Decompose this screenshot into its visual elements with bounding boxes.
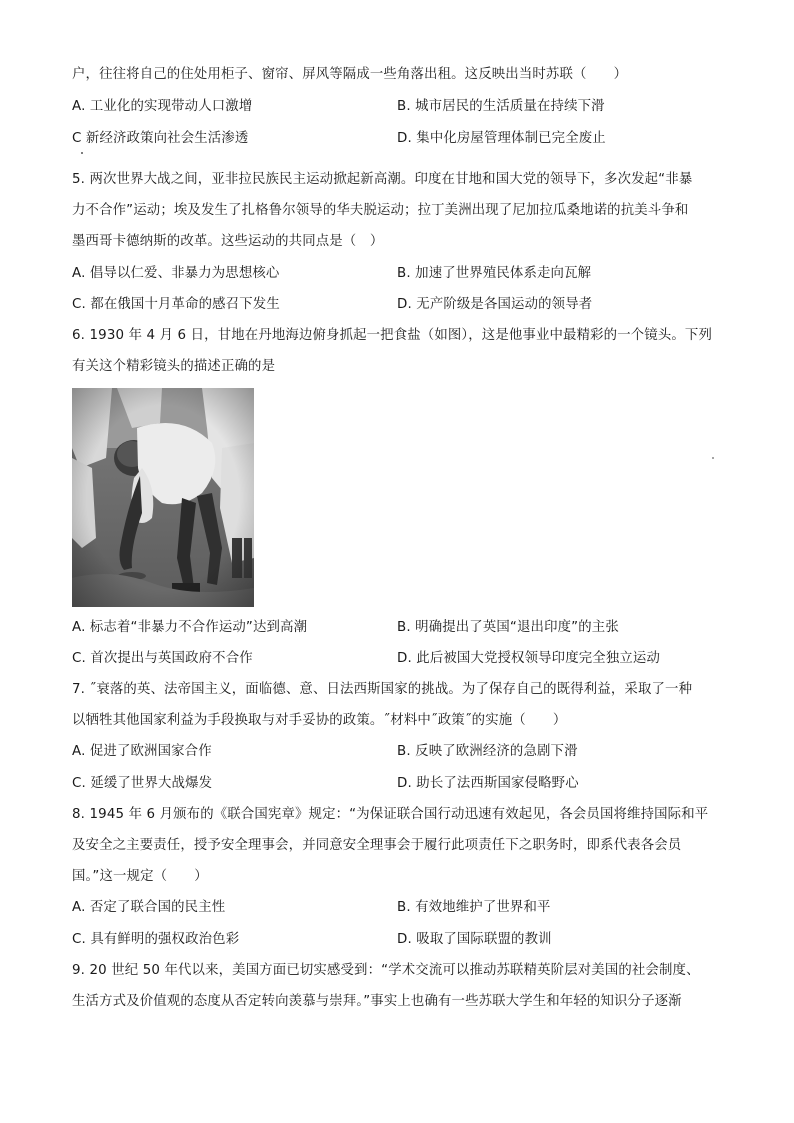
q4-option-a[interactable]: A. 工业化的实现带动人口激增 bbox=[72, 99, 253, 114]
q7-option-d[interactable]: D. 助长了法西斯国家侵略野心 bbox=[397, 776, 579, 791]
q7-stem-line-2: 以牺牲其他国家利益为手段换取与对手妥协的政策。˝材料中˝政策˝的实施（ ） bbox=[72, 713, 567, 728]
q5-option-b[interactable]: B. 加速了世界殖民体系走向瓦解 bbox=[397, 266, 592, 281]
q7-option-c[interactable]: C. 延缓了世界大战爆发 bbox=[72, 776, 213, 791]
photo-illustration bbox=[72, 388, 254, 607]
q6-option-b[interactable]: B. 明确提出了英国“退出印度”的主张 bbox=[397, 620, 619, 635]
q6-option-c[interactable]: C. 首次提出与英国政府不合作 bbox=[72, 651, 253, 666]
q4-option-d[interactable]: D. 集中化房屋管理体制已完全废止 bbox=[397, 131, 606, 146]
q8-stem-line-1: 8. 1945 年 6 月颁布的《联合国宪章》规定：“为保证联合国行动迅速有效起见，各会员国将维持国际和平 bbox=[72, 807, 709, 822]
q9-stem-line-1: 9. 20 世纪 50 年代以来，美国方面已切实感受到：“学术交流可以推动苏联精英阶层对美国的社会制度、 bbox=[72, 963, 700, 978]
q5-stem-line-3: 墨西哥卡德纳斯的改革。这些运动的共同点是（ ） bbox=[72, 234, 384, 249]
q6-option-a[interactable]: A. 标志着“非暴力不合作运动”达到高潮 bbox=[72, 620, 308, 635]
q7-stem-line-1: 7. ˝衰落的英、法帝国主义，面临德、意、日法西斯国家的挑战。为了保存自己的既得利益，采取了一种 bbox=[72, 682, 693, 697]
gandhi-salt-march-photo bbox=[72, 388, 254, 607]
q6-stem-line-1: 6. 1930 年 4 月 6 日，甘地在丹地海边俯身抓起一把食盐（如图），这是他事业中最精彩的一个镜头。下列 bbox=[72, 328, 712, 343]
q6-option-d[interactable]: D. 此后被国大党授权领导印度完全独立运动 bbox=[397, 651, 661, 666]
q7-option-a[interactable]: A. 促进了欧洲国家合作 bbox=[72, 744, 212, 759]
q8-option-c[interactable]: C. 具有鲜明的强权政治色彩 bbox=[72, 932, 240, 947]
q4-option-b[interactable]: B. 城市居民的生活质量在持续下滑 bbox=[397, 99, 605, 114]
q5-stem-line-2: 力不合作”运动；埃及发生了扎格鲁尔领导的华夫脱运动；拉丁美洲出现了尼加拉瓜桑地诺的抗美斗争和 bbox=[72, 203, 689, 218]
q5-option-a[interactable]: A. 倡导以仁爱、非暴力为思想核心 bbox=[72, 266, 280, 281]
stray-mark bbox=[712, 457, 714, 459]
q4-stem-tail: 户，往往将自己的住处用柜子、窗帘、屏风等隔成一些角落出租。这反映出当时苏联（ ） bbox=[72, 67, 628, 82]
q5-option-d[interactable]: D. 无产阶级是各国运动的领导者 bbox=[397, 297, 593, 312]
q8-stem-line-3: 国。”这一规定（ ） bbox=[72, 869, 208, 884]
q5-option-c[interactable]: C. 都在俄国十月革命的感召下发生 bbox=[72, 297, 280, 312]
stray-mark bbox=[81, 152, 83, 154]
q4-option-c[interactable]: C 新经济政策向社会生活渗透 bbox=[72, 131, 249, 146]
q8-option-a[interactable]: A. 否定了联合国的民主性 bbox=[72, 900, 226, 915]
q7-option-b[interactable]: B. 反映了欧洲经济的急剧下滑 bbox=[397, 744, 578, 759]
q8-option-d[interactable]: D. 吸取了国际联盟的教训 bbox=[397, 932, 552, 947]
q8-stem-line-2: 及安全之主要责任，授予安全理事会，并同意安全理事会于履行此项责任下之职务时，即系代表各会员 bbox=[72, 838, 682, 853]
q8-option-b[interactable]: B. 有效地维护了世界和平 bbox=[397, 900, 551, 915]
q6-stem-line-2: 有关这个精彩镜头的描述正确的是 bbox=[72, 359, 276, 374]
q9-stem-line-2: 生活方式及价值观的态度从否定转向羡慕与崇拜。”事实上也确有一些苏联大学生和年轻的知识分子逐渐 bbox=[72, 994, 682, 1009]
q5-stem-line-1: 5. 两次世界大战之间，亚非拉民族民主运动掀起新高潮。印度在甘地和国大党的领导下，多次发起“非暴 bbox=[72, 172, 693, 187]
